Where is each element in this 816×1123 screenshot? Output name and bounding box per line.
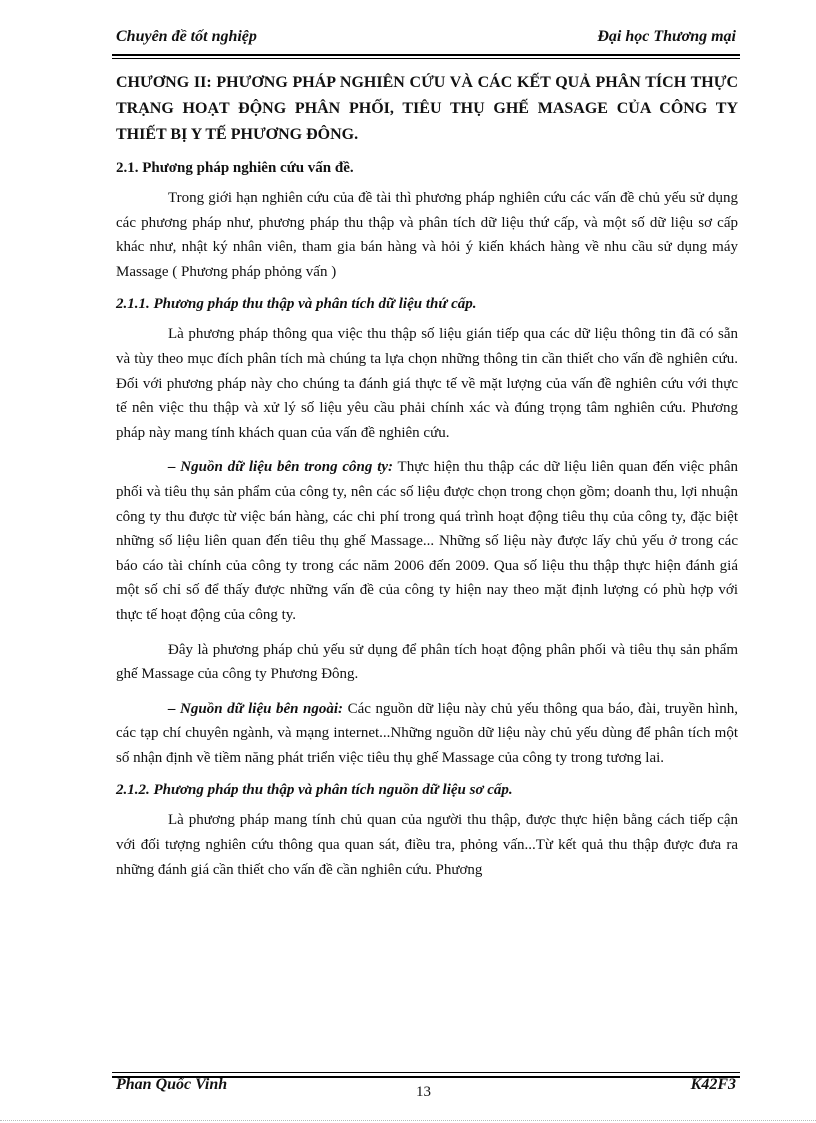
footer-rule-thin: [112, 1072, 740, 1073]
section-2-1-2-paragraph: Là phương pháp mang tính chủ quan của người thu thập, được thực hiện bằng cách tiếp cận với đối tượng nghiên cứu thông qua quan sát, điều tra, phỏng vấn...Từ kết quả thu thập được đưa ra những đánh giá cần thiết cho vấn đề cần nghiên cứu. Phương: [116, 812, 738, 878]
footer-class-code: K42F3: [690, 1076, 736, 1093]
page-body: [116, 70, 738, 882]
external-data-paragraph: [116, 697, 738, 771]
page-bottom-edge: [0, 1120, 816, 1121]
page-header: [116, 28, 736, 46]
header-right: Đại học Thương mại: [597, 28, 736, 45]
page-number: 13: [416, 1084, 431, 1100]
internal-data-lead: – Nguồn dữ liệu bên trong công ty:: [168, 459, 394, 476]
header-rule-thin: [112, 58, 740, 59]
section-2-1-1-paragraph: Là phương pháp thông qua việc thu thập số liệu gián tiếp qua các dữ liệu thông tin đã có sẵn và tùy theo mục đích phân tích mà chúng ta lựa chọn những thông tin cần thiết cho vấn đề nghiên cứu. Đối với phương pháp này cho chúng ta đánh giá thực tế về mặt lượng của vấn đề nghiên cứu với thực tế nên việc thu thập và xử lý số liệu yêu cầu phải chính xác và đúng trọng tâm nghiên cứu. Phương pháp này mang tính khách quan của vấn đề nghiên cứu.: [116, 326, 738, 441]
internal-data-text: Thực hiện thu thập các dữ liệu liên quan đến việc phân phối và tiêu thụ sản phẩm của công ty, nên các số liệu được chọn trong chọn gồm; doanh thu, lợi nhuận công ty thu được từ việc bán hàng, các chi phí trong quá trình hoạt động tiêu thụ của công ty, đặc biệt những số liệu liên quan đến tiêu thụ ghế Massage... Những số liệu này được lấy chủ yếu ở trong các báo cáo tài chính của công ty trong các năm 2006 đến 2009. Qua số liệu thu thập thực hiện đánh giá một số chỉ số để thấy được những vấn đề của công ty hiện nay theo mặt định lượng có phù hợp với thực tế hoạt động của công ty.: [116, 459, 738, 623]
section-2-1-paragraph: Trong giới hạn nghiên cứu của đề tài thì phương pháp nghiên cứu các vấn đề chủ yếu sử dụng các phương pháp như, phương pháp thu thập và phân tích dữ liệu thứ cấp, và một số dữ liệu sơ cấp khác như, nhật ký nhân viên, tham gia bán hàng và hỏi ý kiến khách hàng về nhu cầu sử dụng máy Massage ( Phương pháp phỏng vấn ): [116, 190, 738, 280]
footer-author: Phan Quốc Vinh: [116, 1076, 228, 1093]
summary-paragraph: Đây là phương pháp chủ yếu sử dụng để phân tích hoạt động phân phối và tiêu thụ sản phẩm ghế Massage của công ty Phương Đông.: [116, 641, 738, 683]
chapter-title: CHƯƠNG II: PHƯƠNG PHÁP NGHIÊN CỨU VÀ CÁC KẾT QUẢ PHÂN TÍCH THỰC TRẠNG HOẠT ĐỘNG PHÂN PHỐI, TIÊU THỤ GHẾ MASAGE CỦA CÔNG TY THIẾT BỊ Y TẾ PHƯƠNG ĐÔNG.: [116, 74, 738, 143]
section-2-1-1-heading: 2.1.1. Phương pháp thu thập và phân tích dữ liệu thứ cấp.: [116, 296, 477, 313]
external-data-lead: – Nguồn dữ liệu bên ngoài:: [168, 700, 344, 717]
section-2-1-heading: 2.1. Phương pháp nghiên cứu vấn đề.: [116, 160, 354, 176]
section-2-1-2-heading: 2.1.2. Phương pháp thu thập và phân tích nguồn dữ liệu sơ cấp.: [116, 782, 513, 799]
header-rule-thick: [112, 54, 740, 56]
external-data-text: Các nguồn dữ liệu này chủ yếu thông qua báo, đài, truyền hình, các tạp chí chuyên ngành, và mạng internet...Những nguồn dữ liệu này chủ yếu dùng để phân tích một số nhận định về tiềm năng phát triển việc tiêu thụ ghế Massage của công ty trong tương lai.: [116, 700, 739, 766]
header-left: Chuyên đề tốt nghiệp: [116, 28, 257, 45]
internal-data-paragraph: [116, 455, 738, 627]
